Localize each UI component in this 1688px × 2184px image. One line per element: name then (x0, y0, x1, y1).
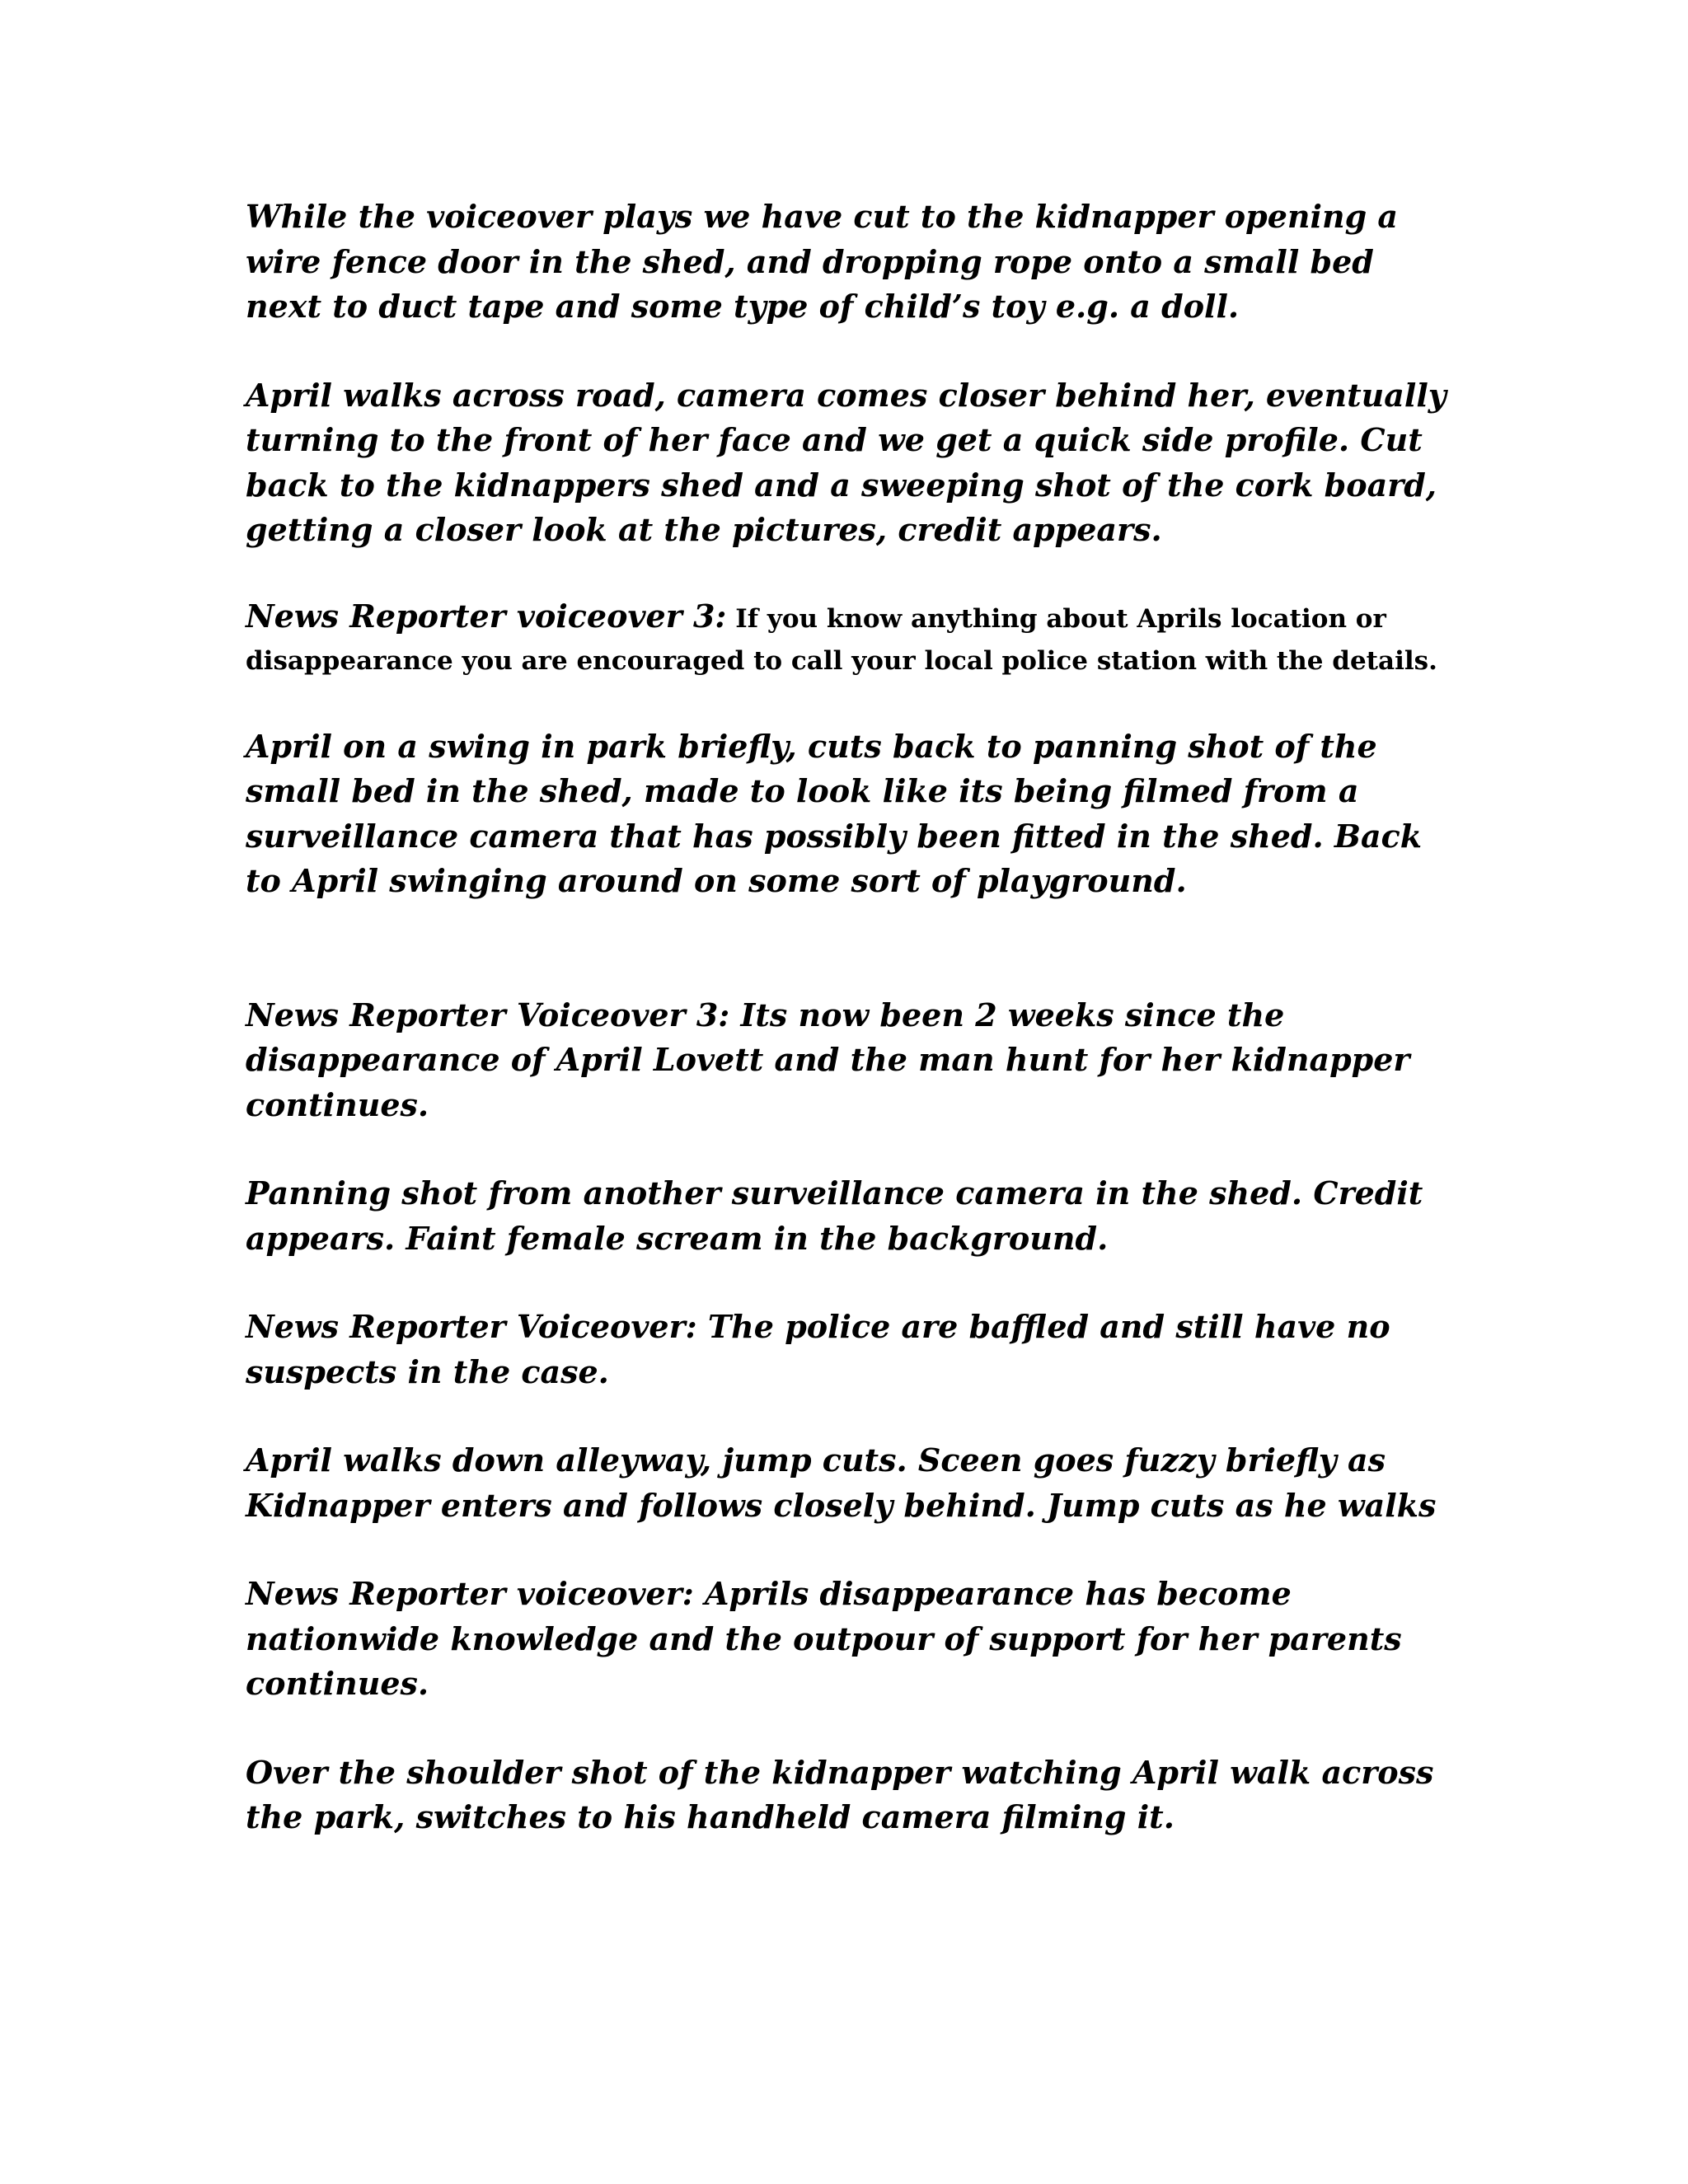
paragraph-7: News Reporter Voiceover: The police are baffled and still have no suspects in the case. (246, 1308, 1390, 1390)
paragraph-5: News Reporter Voiceover 3: Its now been 2 weeks since the disappearance of April Lovett and the man hunt for her kidnapper continues. (246, 996, 1410, 1123)
paragraph-2: April walks across road, camera comes closer behind her, eventually turning to the front of her face and we get a quick side profile. Cut back to the kidnappers shed and a sweeping shot of the cork board, getting a closer look at the pictures, credit appears. (246, 376, 1447, 548)
paragraph-4: April on a swing in park briefly, cuts back to panning shot of the small bed in the shed, made to look like its being filmed from a surveillance camera that has possibly been fitted in the shed. Back to April swinging around on some sort of playground. (246, 727, 1423, 899)
voiceover-speaker-label: News Reporter voiceover 3: (246, 597, 727, 635)
paragraph-1: While the voiceover plays we have cut to the kidnapper opening a wire fence door in the shed, and dropping rope onto a small bed next to duct tape and some type of child’s toy e.g. a doll. (246, 198, 1399, 325)
paragraph-8: April walks down alleyway, jump cuts. Sceen goes fuzzy briefly as Kidnapper enters and follows closely behind. Jump cuts as he walks (246, 1441, 1437, 1524)
paragraph-10: Over the shoulder shot of the kidnapper watching April walk across the park, switches to his handheld camera filming it. (246, 1753, 1434, 1835)
paragraph-9: News Reporter voiceover: Aprils disappearance has become nationwide knowledge and the outpour of support for her parents continues. (246, 1575, 1402, 1702)
voiceover-line: If you know anything about Aprils location or disappearance you are encouraged to call your local police station with the details. (246, 603, 1437, 676)
script-body (246, 194, 1449, 1840)
paragraph-6: Panning shot from another surveillance camera in the shed. Credit appears. Faint female scream in the background. (246, 1174, 1423, 1257)
paragraph-3 (246, 597, 1449, 681)
